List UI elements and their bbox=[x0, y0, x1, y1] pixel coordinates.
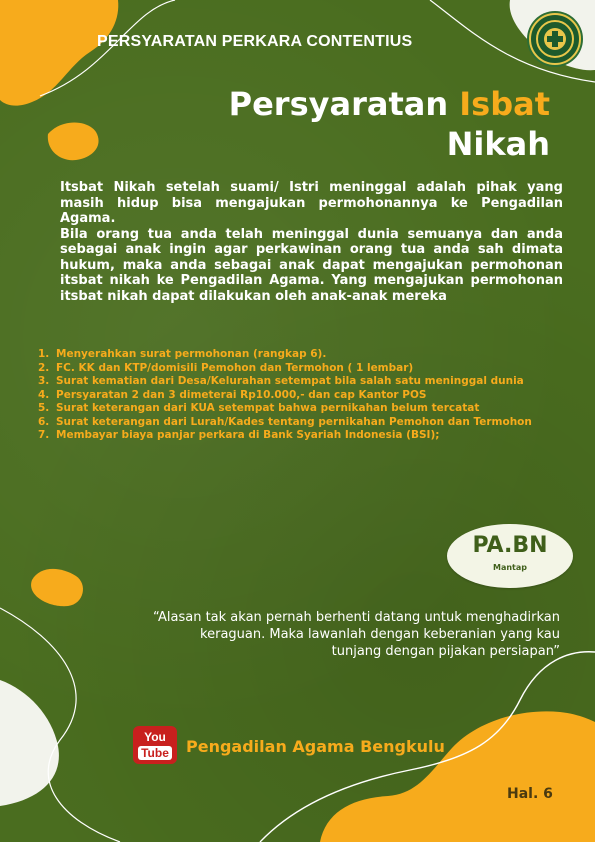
quote-text: “Alasan tak akan pernah berhenti datang untuk menghadirkan keraguan. Maka lawanlah dengan keberanian yang kau tunjang dengan pijakan persiapan” bbox=[152, 610, 560, 659]
badge-subtitle: Mantap bbox=[492, 563, 527, 572]
requirement-item bbox=[38, 389, 578, 403]
requirement-number: 7. bbox=[38, 429, 50, 441]
court-logo-icon bbox=[529, 13, 581, 65]
page-title-word: Persyaratan bbox=[228, 85, 449, 123]
orange-blob-lower-left bbox=[31, 569, 83, 606]
intro-text bbox=[60, 180, 563, 304]
requirement-text: Surat keterangan dari Lurah/Kades tentang pernikahan Pemohon dan Termohon bbox=[56, 415, 532, 428]
page-title-accent: Isbat bbox=[459, 85, 550, 123]
page-number: Hal. 6 bbox=[507, 786, 553, 802]
youtube-icon-tube: Tube bbox=[138, 746, 172, 760]
white-blob-bottom-left bbox=[0, 680, 59, 806]
requirement-number: 5. bbox=[38, 402, 50, 414]
orange-blob-top-left bbox=[0, 0, 118, 106]
requirement-item bbox=[38, 348, 578, 362]
requirement-text: Surat kematian dari Desa/Kelurahan setempat bila salah satu meninggal dunia bbox=[56, 375, 524, 387]
requirement-item bbox=[38, 362, 578, 376]
orange-blob-left bbox=[48, 123, 99, 161]
requirement-text: Surat keterangan dari KUA setempat bahwa pernikahan belum tercatat bbox=[56, 402, 480, 414]
requirement-text: FC. KK dan KTP/domisili Pemohon dan Termohon ( 1 lembar) bbox=[56, 361, 414, 374]
youtube-icon-you: You bbox=[144, 730, 166, 744]
orange-blob-bottom-right bbox=[320, 711, 595, 842]
requirement-text: Menyerahkan surat permohonan (rangkap 6). bbox=[56, 348, 327, 360]
header-title: PERSYARATAN PERKARA CONTENTIUS bbox=[97, 33, 413, 50]
pabn-badge bbox=[447, 524, 573, 588]
requirement-item bbox=[38, 416, 578, 430]
requirement-number: 1. bbox=[38, 348, 50, 360]
youtube-channel-link[interactable]: Pengadilan Agama Bengkulu bbox=[186, 737, 445, 756]
requirement-text: Persyaratan 2 dan 3 dimeterai Rp10.000,- dan cap Kantor POS bbox=[56, 388, 427, 401]
requirement-text: Membayar biaya panjar perkara di Bank Syariah Indonesia (BSI); bbox=[56, 429, 440, 441]
requirement-item bbox=[38, 429, 578, 443]
badge-title: PA.BN bbox=[472, 533, 548, 558]
requirement-number: 6. bbox=[38, 415, 50, 428]
intro-paragraph-1: Itsbat Nikah setelah suami/ Istri meninggal adalah pihak yang masih hidup bisa mengajukan permohonannya ke Pengadilan Agama. bbox=[60, 180, 563, 226]
requirements-list bbox=[38, 348, 578, 443]
youtube-icon[interactable] bbox=[133, 726, 177, 764]
requirement-number: 2. bbox=[38, 361, 50, 374]
requirement-number: 3. bbox=[38, 375, 50, 387]
court-emblem bbox=[531, 15, 579, 63]
page-title bbox=[229, 84, 550, 164]
page-title-line-1 bbox=[229, 84, 550, 124]
intro-paragraph-2: Bila orang tua anda telah meninggal dunia semuanya dan anda sebagai anak ingin agar perkawinan orang tua anda sah dimata hukum, maka anda sebagai anak dapat mengajukan permohonan itsbat nikah ke Pengadilan Agama. Yang mengajukan permohonan itsbat nikah dapat dilakukan oleh anak-anak mereka bbox=[60, 226, 563, 304]
requirement-item bbox=[38, 375, 578, 389]
page-title-line-2: Nikah bbox=[446, 125, 550, 163]
requirement-item bbox=[38, 402, 578, 416]
requirement-number: 4. bbox=[38, 388, 50, 401]
